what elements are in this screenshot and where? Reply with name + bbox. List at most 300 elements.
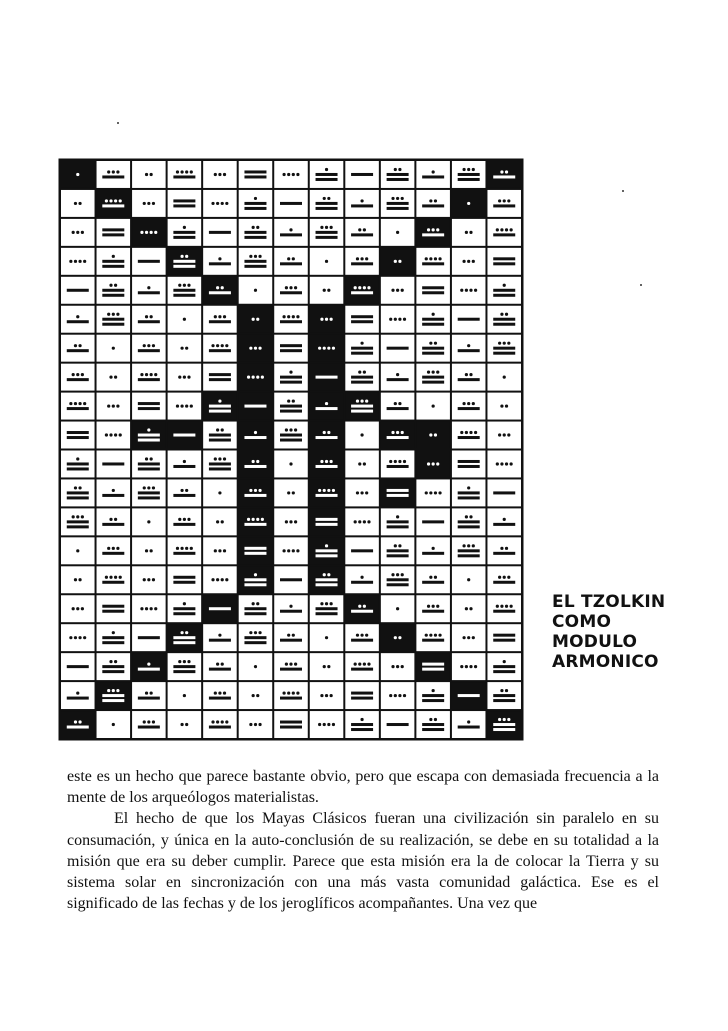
numeral-dot [320, 694, 323, 697]
numeral-bar [244, 231, 266, 234]
tzolkin-cell [203, 190, 237, 217]
tzolkin-cell [452, 451, 486, 478]
numeral-dot [147, 202, 150, 205]
tzolkin-cell [310, 508, 344, 535]
numeral-dot [180, 631, 183, 634]
numeral-bar [138, 439, 160, 442]
numeral-bar [102, 260, 124, 263]
tzolkin-cell [452, 219, 486, 246]
numeral-bar [209, 405, 231, 408]
numeral-dot [81, 231, 84, 234]
tzolkin-cell [487, 335, 521, 362]
tzolkin-cell [381, 479, 415, 506]
tzolkin-cell [168, 566, 202, 593]
numeral-dot [503, 660, 506, 663]
numeral-dot [389, 460, 392, 463]
numeral-bar [102, 552, 124, 555]
tzolkin-cell [416, 161, 450, 188]
numeral-dot [180, 170, 183, 173]
numeral-dot [76, 607, 79, 610]
tzolkin-cell [310, 219, 344, 246]
numeral-dot [394, 402, 397, 405]
tzolkin-cell [203, 422, 237, 449]
numeral-dot [247, 376, 250, 379]
tzolkin-cell [203, 364, 237, 391]
numeral-bar [458, 465, 480, 468]
numeral-bar [316, 207, 338, 210]
numeral-dot [150, 549, 153, 552]
tzolkin-cell [97, 711, 131, 738]
numeral-dot [76, 373, 79, 376]
numeral-dot [403, 318, 406, 321]
tzolkin-cell [452, 190, 486, 217]
numeral-dot [436, 371, 439, 374]
tzolkin-cell [61, 537, 95, 564]
numeral-bar [351, 639, 373, 642]
tzolkin-cell [97, 219, 131, 246]
tzolkin-cell [345, 306, 379, 333]
numeral-dot [394, 260, 397, 263]
tzolkin-cell [97, 306, 131, 333]
tzolkin-cell [452, 595, 486, 622]
tzolkin-cell [132, 219, 166, 246]
numeral-bar [244, 236, 266, 239]
tzolkin-cell [239, 479, 273, 506]
numeral-dot [81, 515, 84, 518]
caption-line: ARMONICO [552, 652, 659, 672]
numeral-bar [316, 376, 338, 379]
numeral-dot [429, 634, 432, 637]
tzolkin-cell [274, 393, 308, 420]
numeral-bar [493, 233, 515, 236]
numeral-bar [138, 697, 160, 700]
numeral-bar [422, 581, 444, 584]
numeral-dot [109, 576, 112, 579]
numeral-dot [254, 197, 257, 200]
numeral-bar [458, 491, 480, 494]
tzolkin-cell [452, 364, 486, 391]
numeral-dot [180, 723, 183, 726]
numeral-dot [83, 402, 86, 405]
tzolkin-cell [310, 451, 344, 478]
numeral-dot [327, 431, 330, 434]
numeral-bar [209, 434, 231, 437]
numeral-dot [143, 578, 146, 581]
numeral-bar [493, 523, 515, 526]
numeral-dot [467, 344, 470, 347]
numeral-dot [498, 199, 501, 202]
numeral-dot [211, 202, 214, 205]
numeral-bar [173, 236, 195, 239]
numeral-dot [112, 404, 115, 407]
numeral-dot [254, 631, 257, 634]
numeral-bar [422, 728, 444, 731]
numeral-dot [323, 197, 326, 200]
numeral-dot [287, 315, 290, 318]
tzolkin-cell [132, 277, 166, 304]
numeral-dot [398, 460, 401, 463]
numeral-bar [493, 347, 515, 350]
tzolkin-cell [203, 537, 237, 564]
tzolkin-cell [132, 711, 166, 738]
numeral-bar [458, 554, 480, 557]
tzolkin-cell [487, 566, 521, 593]
numeral-dot [116, 547, 119, 550]
numeral-dot [150, 373, 153, 376]
tzolkin-cell [345, 248, 379, 275]
numeral-dot [465, 289, 468, 292]
numeral-bar [458, 178, 480, 181]
tzolkin-cell [452, 248, 486, 275]
numeral-bar [422, 610, 444, 613]
numeral-dot [225, 720, 228, 723]
numeral-dot [429, 433, 432, 436]
numeral-dot [185, 404, 188, 407]
numeral-dot [178, 376, 181, 379]
numeral-dot [289, 371, 292, 374]
tzolkin-cell [310, 190, 344, 217]
numeral-bar [493, 352, 515, 355]
numeral-dot [150, 315, 153, 318]
numeral-bar [244, 465, 266, 468]
numeral-bar [138, 349, 160, 352]
numeral-dot [185, 547, 188, 550]
numeral-bar [493, 262, 515, 265]
tzolkin-cell [487, 479, 521, 506]
numeral-bar [458, 436, 480, 439]
numeral-dot [436, 228, 439, 231]
tzolkin-cell [203, 682, 237, 709]
tzolkin-cell [487, 190, 521, 217]
tzolkin-cell [487, 248, 521, 275]
numeral-dot [183, 460, 186, 463]
tzolkin-cell [61, 306, 95, 333]
numeral-dot [363, 462, 366, 465]
numeral-dot [398, 260, 401, 263]
numeral-bar [280, 233, 302, 236]
numeral-dot [432, 313, 435, 316]
numeral-dot [289, 428, 292, 431]
numeral-bar [387, 525, 409, 528]
tzolkin-cell [452, 393, 486, 420]
numeral-bar [173, 199, 195, 202]
tzolkin-cell [381, 624, 415, 651]
numeral-dot [365, 634, 368, 637]
numeral-dot [472, 544, 475, 547]
numeral-bar [316, 236, 338, 239]
tzolkin-cell [132, 422, 166, 449]
numeral-dot [114, 660, 117, 663]
numeral-dot [330, 694, 333, 697]
numeral-dot [252, 602, 255, 605]
numeral-dot [505, 404, 508, 407]
tzolkin-cell [97, 190, 131, 217]
numeral-bar [102, 523, 124, 526]
numeral-dot [145, 315, 148, 318]
numeral-dot [76, 549, 79, 552]
numeral-dot [254, 347, 257, 350]
tzolkin-cell [203, 653, 237, 680]
numeral-dot [434, 576, 437, 579]
numeral-bar [102, 175, 124, 178]
numeral-dot [505, 605, 508, 608]
numeral-dot [469, 231, 472, 234]
tzolkin-cell [97, 537, 131, 564]
numeral-dot [112, 313, 115, 316]
tzolkin-cell [274, 219, 308, 246]
numeral-dot [256, 602, 259, 605]
numeral-dot [503, 718, 506, 721]
tzolkin-cell [203, 624, 237, 651]
tzolkin-cell [274, 335, 308, 362]
numeral-dot [114, 376, 117, 379]
tzolkin-cell [487, 161, 521, 188]
numeral-bar [209, 373, 231, 376]
numeral-bar [351, 347, 373, 350]
numeral-dot [396, 665, 399, 668]
numeral-dot [78, 636, 81, 639]
numeral-bar [316, 202, 338, 205]
tzolkin-cell [310, 248, 344, 275]
numeral-dot [325, 168, 328, 171]
tzolkin-cell [345, 219, 379, 246]
numeral-dot [218, 491, 221, 494]
tzolkin-cell [416, 595, 450, 622]
numeral-dot [434, 634, 437, 637]
numeral-dot [287, 634, 290, 637]
numeral-dot [261, 518, 264, 521]
tzolkin-cell [416, 364, 450, 391]
numeral-bar [422, 318, 444, 321]
numeral-dot [74, 202, 77, 205]
numeral-dot [183, 318, 186, 321]
numeral-dot [258, 255, 261, 258]
numeral-dot [467, 402, 470, 405]
numeral-bar [173, 612, 195, 615]
numeral-bar [422, 323, 444, 326]
numeral-dot [292, 634, 295, 637]
numeral-bar [493, 699, 515, 702]
numeral-bar [493, 289, 515, 292]
numeral-dot [358, 605, 361, 608]
tzolkin-cell [61, 624, 95, 651]
numeral-dot [187, 284, 190, 287]
numeral-bar [351, 405, 373, 408]
numeral-dot [427, 371, 430, 374]
tzolkin-cell [416, 682, 450, 709]
numeral-dot [112, 631, 115, 634]
numeral-dot [323, 431, 326, 434]
tzolkin-cell [97, 248, 131, 275]
numeral-bar [387, 583, 409, 586]
tzolkin-cell [416, 566, 450, 593]
numeral-dot [396, 515, 399, 518]
numeral-bar [316, 578, 338, 581]
numeral-dot [145, 549, 148, 552]
tzolkin-cell [97, 479, 131, 506]
numeral-dot [330, 226, 333, 229]
numeral-dot [436, 605, 439, 608]
tzolkin-cell [274, 624, 308, 651]
tzolkin-cell [61, 451, 95, 478]
numeral-dot [505, 228, 508, 231]
numeral-dot [223, 173, 226, 176]
numeral-bar [387, 554, 409, 557]
numeral-dot [252, 226, 255, 229]
numeral-dot [76, 231, 79, 234]
numeral-bar [209, 697, 231, 700]
tzolkin-cell [381, 566, 415, 593]
numeral-dot [425, 634, 428, 637]
tzolkin-cell [132, 624, 166, 651]
tzolkin-cell [61, 190, 95, 217]
numeral-dot [503, 342, 506, 345]
numeral-dot [83, 260, 86, 263]
tzolkin-cell [310, 364, 344, 391]
tzolkin-cell [97, 422, 131, 449]
numeral-dot [294, 663, 297, 666]
numeral-bar [138, 636, 160, 639]
numeral-dot [72, 607, 75, 610]
numeral-dot [72, 231, 75, 234]
numeral-dot [154, 231, 157, 234]
numeral-dot [216, 520, 219, 523]
numeral-dot [358, 228, 361, 231]
tzolkin-cell [132, 508, 166, 535]
numeral-dot [500, 547, 503, 550]
tzolkin-cell [345, 190, 379, 217]
numeral-dot [252, 460, 255, 463]
numeral-bar [280, 726, 302, 729]
tzolkin-cell [97, 653, 131, 680]
numeral-dot [462, 260, 465, 263]
numeral-bar [422, 699, 444, 702]
numeral-dot [325, 694, 328, 697]
tzolkin-cell [487, 393, 521, 420]
numeral-bar [422, 291, 444, 294]
numeral-dot [434, 342, 437, 345]
tzolkin-cell [132, 190, 166, 217]
tzolkin-cell [168, 335, 202, 362]
numeral-dot [256, 518, 259, 521]
tzolkin-cell [274, 711, 308, 738]
tzolkin-cell [381, 653, 415, 680]
numeral-bar [173, 670, 195, 673]
numeral-dot [145, 231, 148, 234]
numeral-dot [363, 228, 366, 231]
numeral-dot [325, 636, 328, 639]
numeral-dot [398, 636, 401, 639]
numeral-dot [112, 255, 115, 258]
numeral-dot [500, 170, 503, 173]
numeral-dot [285, 428, 288, 431]
numeral-bar [244, 175, 266, 178]
numeral-dot [287, 691, 290, 694]
tzolkin-cell [487, 508, 521, 535]
numeral-dot [396, 607, 399, 610]
tzolkin-cell [168, 508, 202, 535]
tzolkin-cell [239, 306, 273, 333]
numeral-dot [358, 520, 361, 523]
numeral-bar [351, 668, 373, 671]
numeral-dot [432, 605, 435, 608]
tzolkin-cell [132, 364, 166, 391]
numeral-bar [173, 175, 195, 178]
numeral-dot [356, 257, 359, 260]
numeral-bar [280, 262, 302, 265]
numeral-bar [387, 407, 409, 410]
numeral-dot [365, 491, 368, 494]
numeral-dot [427, 462, 430, 465]
figure-caption [552, 592, 702, 672]
tzolkin-cell [203, 335, 237, 362]
numeral-dot [467, 578, 470, 581]
numeral-bar [280, 668, 302, 671]
numeral-dot [252, 318, 255, 321]
numeral-bar [138, 491, 160, 494]
numeral-bar [138, 378, 160, 381]
page-speck [622, 190, 624, 192]
tzolkin-cell [203, 393, 237, 420]
numeral-dot [327, 573, 330, 576]
numeral-bar [209, 668, 231, 671]
numeral-bar [458, 694, 480, 697]
numeral-dot [178, 518, 181, 521]
numeral-dot [145, 457, 148, 460]
numeral-dot [394, 318, 397, 321]
numeral-dot [391, 665, 394, 668]
numeral-dot [107, 547, 110, 550]
numeral-bar [138, 467, 160, 470]
tzolkin-cell [97, 335, 131, 362]
numeral-dot [256, 460, 259, 463]
numeral-bar [316, 518, 338, 521]
numeral-dot [283, 691, 286, 694]
numeral-dot [287, 173, 290, 176]
numeral-dot [258, 347, 261, 350]
tzolkin-cell [97, 161, 131, 188]
tzolkin-cell [345, 393, 379, 420]
tzolkin-cell [274, 422, 308, 449]
numeral-dot [325, 226, 328, 229]
numeral-dot [147, 578, 150, 581]
numeral-bar [387, 436, 409, 439]
numeral-bar [209, 378, 231, 381]
numeral-dot [510, 462, 513, 465]
numeral-dot [72, 373, 75, 376]
tzolkin-cell [381, 277, 415, 304]
numeral-bar [422, 262, 444, 265]
numeral-bar [280, 439, 302, 442]
numeral-bar [173, 665, 195, 668]
numeral-dot [145, 691, 148, 694]
numeral-dot [140, 607, 143, 610]
numeral-dot [360, 257, 363, 260]
tzolkin-cell [239, 624, 273, 651]
numeral-bar [387, 494, 409, 497]
numeral-bar [209, 607, 231, 610]
numeral-dot [78, 260, 81, 263]
numeral-bar [493, 294, 515, 297]
numeral-dot [323, 489, 326, 492]
numeral-bar [316, 523, 338, 526]
tzolkin-cell [168, 422, 202, 449]
numeral-dot [394, 460, 397, 463]
numeral-dot [116, 404, 119, 407]
tzolkin-cell [274, 682, 308, 709]
numeral-bar [280, 434, 302, 437]
numeral-dot [185, 489, 188, 492]
